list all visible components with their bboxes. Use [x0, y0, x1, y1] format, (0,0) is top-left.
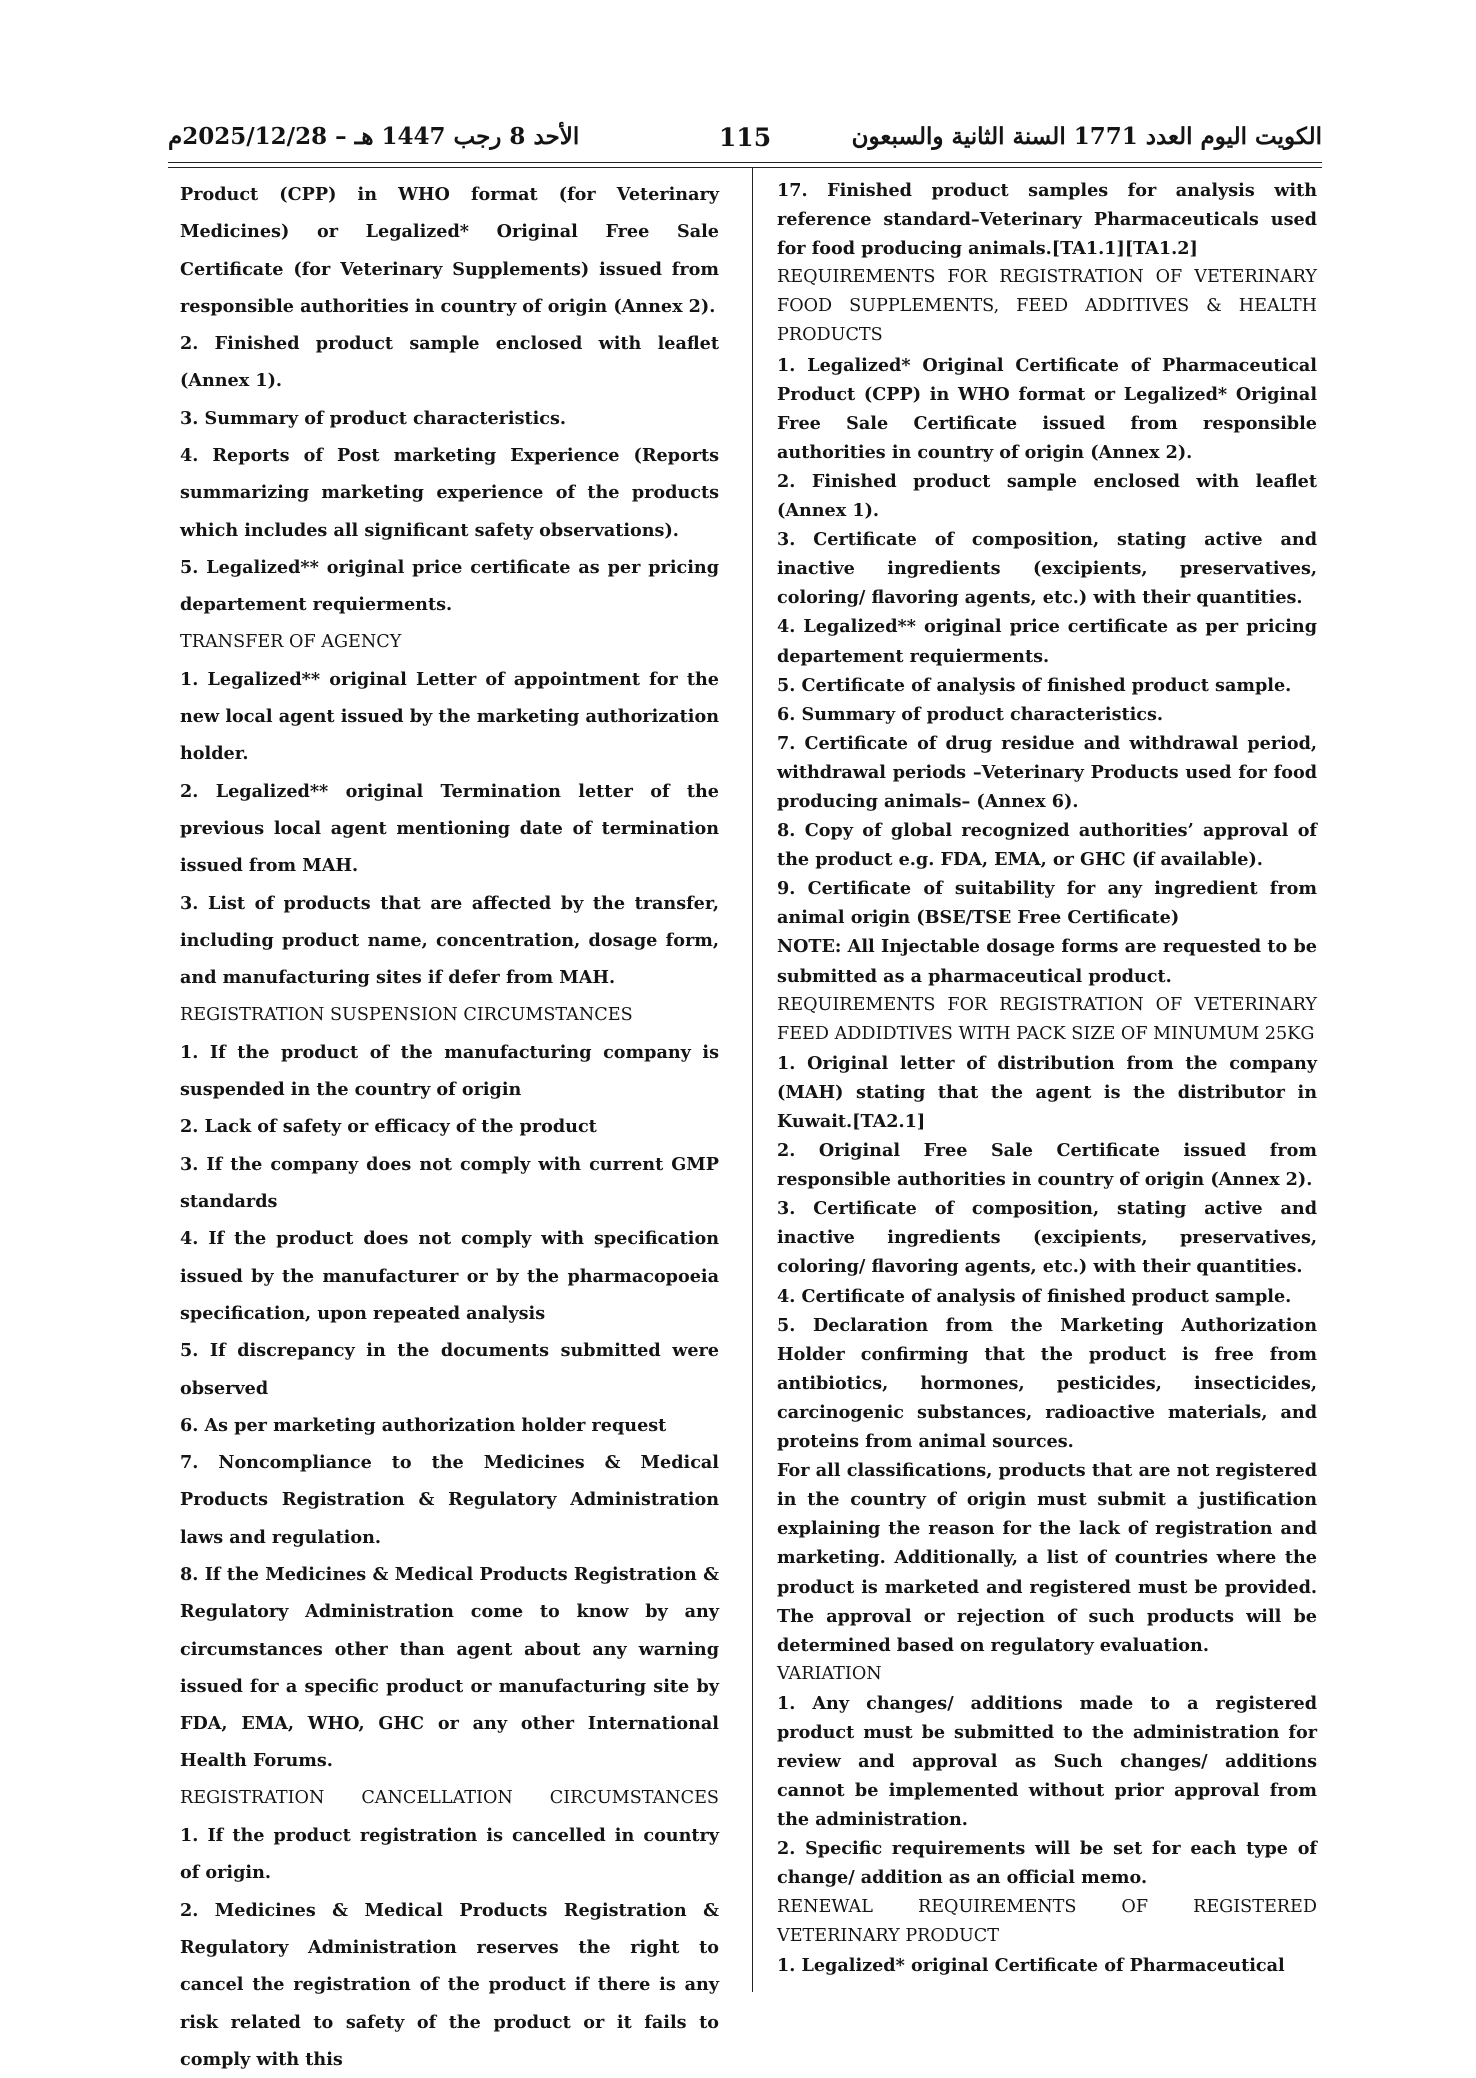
paragraph: 7. Certificate of drug residue and withdrawal period, withdrawal periods –Veterinary Products used for food producing animals– (Annex 6). — [777, 732, 1317, 812]
right-column — [777, 176, 1317, 1980]
section-heading: REQUIREMENTS FOR REGISTRATION OF VETERINARY FOOD SUPPLEMENTS, FEED ADDITIVES & HEALTH PRODUCTS — [777, 267, 1317, 346]
paragraph: 17. Finished product samples for analysis with reference standard–Veterinary Pharmaceuticals used for food producing animals.[TA1.1][TA1.2] — [777, 180, 1317, 260]
header-rule-top — [168, 162, 1322, 163]
paragraph: 4. Reports of Post marketing Experience (Reports summarizing marketing experience of the products which includes all significant safety observations). — [180, 445, 719, 541]
paragraph: 1. Legalized* original Certificate of Pharmaceutical — [777, 1954, 1285, 1976]
left-column — [180, 176, 719, 2078]
paragraph: 2. Original Free Sale Certificate issued from responsible authorities in country of origin (Annex 2). — [777, 1140, 1317, 1191]
page-number: 115 — [718, 123, 772, 152]
paragraph: 3. If the company does not comply with current GMP standards — [180, 1153, 719, 1213]
paragraph: 1. Legalized** original Letter of appointment for the new local agent issued by the marketing authorization holder. — [180, 668, 719, 765]
header-date: الأحد 8 رجب 1447 هـ – 2025/12/28م — [168, 123, 580, 150]
paragraph: 1. Any changes/ additions made to a registered product must be submitted to the administration for review and approval as Such changes/ additions cannot be implemented without prior approval from the administration. — [777, 1692, 1317, 1831]
header-issue: الكويت اليوم العدد 1771 السنة الثانية والسبعون — [851, 123, 1322, 150]
paragraph: 5. Certificate of analysis of finished product sample. — [777, 674, 1292, 696]
section-heading: REGISTRATION SUSPENSION CIRCUMSTANCES — [180, 1004, 633, 1025]
section-heading: VARIATION — [777, 1663, 882, 1684]
section-heading: RENEWAL REQUIREMENTS OF REGISTERED VETERINARY PRODUCT — [777, 1896, 1317, 1946]
section-heading: REGISTRATION CANCELLATION CIRCUMSTANCES — [180, 1787, 719, 1808]
paragraph: 3. List of products that are affected by the transfer, including product name, concentration, dosage form, and manufacturing sites if defer from MAH. — [180, 892, 719, 989]
paragraph: 1. Legalized* Original Certificate of Pharmaceutical Product (CPP) in WHO format or Legalized* Original Free Sale Certificate issued from responsible authorities in country of origin (Annex 2). — [777, 354, 1317, 463]
paragraph: For all classifications, products that are not registered in the country of origin must submit a justification explaining the reason for the lack of registration and marketing. Additionally, a list of countries where the product is marketed and registered must be provided. The approval or rejection of such products will be determined based on regulatory evaluation. — [777, 1460, 1317, 1656]
paragraph: 3. Certificate of composition, stating active and inactive ingredients (excipients, preservatives, coloring/ flavoring agents, etc.) with their quantities. — [777, 1198, 1317, 1278]
paragraph: 2. Specific requirements will be set for each type of change/ addition as an official memo. — [777, 1838, 1317, 1889]
paragraph: 2. Finished product sample enclosed with leaflet (Annex 1). — [180, 333, 719, 392]
paragraph: 1. Original letter of distribution from the company (MAH) stating that the agent is the distributor in Kuwait.[TA2.1] — [777, 1052, 1317, 1132]
page-header — [168, 115, 1322, 165]
paragraph: 9. Certificate of suitability for any ingredient from animal origin (BSE/TSE Free Certificate) — [777, 878, 1317, 929]
paragraph: 8. If the Medicines & Medical Products Registration & Regulatory Administration come to know by any circumstances other than agent about any warning issued for a specific product or manufacturing site by FDA, EMA, WHO, GHC or any other International Health Forums. — [180, 1563, 719, 1772]
column-divider — [752, 167, 753, 1992]
section-heading: TRANSFER OF AGENCY — [180, 631, 402, 652]
paragraph: 1. If the product of the manufacturing company is suspended in the country of origin — [180, 1041, 719, 1101]
paragraph: 7. Noncompliance to the Medicines & Medical Products Registration & Regulatory Administration laws and regulation. — [180, 1452, 719, 1548]
paragraph: 6. As per marketing authorization holder request — [180, 1414, 667, 1436]
paragraph: 2. Medicines & Medical Products Registration & Regulatory Administration reserves the right to cancel the registration of the product if there is any risk related to safety of the product or it fails to comply with this — [180, 1899, 719, 2070]
paragraph: 1. If the product registration is cancelled in country of origin. — [180, 1825, 719, 1884]
paragraph: 4. Certificate of analysis of finished product sample. — [777, 1285, 1292, 1307]
paragraph: 5. Declaration from the Marketing Authorization Holder confirming that the product is free from antibiotics, hormones, pesticides, insecticides, carcinogenic substances, radioactive materials, and proteins from animal sources. — [777, 1314, 1317, 1453]
paragraph: 8. Copy of global recognized authorities’ approval of the product e.g. FDA, EMA, or GHC (if available). — [777, 820, 1317, 871]
paragraph: 3. Certificate of composition, stating active and inactive ingredients (excipients, preservatives, coloring/ flavoring agents, etc.) with their quantities. — [777, 529, 1317, 609]
paragraph: 5. If discrepancy in the documents submitted were observed — [180, 1340, 719, 1399]
paragraph: 6. Summary of product characteristics. — [777, 703, 1164, 725]
paragraph: 5. Legalized** original price certificate as per pricing departement requierments. — [180, 556, 719, 616]
paragraph: 4. Legalized** original price certificate as per pricing departement requierments. — [777, 616, 1317, 667]
paragraph: 2. Legalized** original Termination letter of the previous local agent mentioning date of termination issued from MAH. — [180, 780, 719, 877]
paragraph: 3. Summary of product characteristics. — [180, 407, 567, 429]
note-paragraph: NOTE: All Injectable dosage forms are requested to be submitted as a pharmaceutical product. — [777, 936, 1317, 987]
paragraph: 2. Lack of safety or efficacy of the product — [180, 1116, 597, 1138]
section-heading: REQUIREMENTS FOR REGISTRATION OF VETERINARY FEED ADDIDTIVES WITH PACK SIZE OF MINUMUM 25KG — [777, 994, 1317, 1044]
paragraph: 4. If the product does not comply with specification issued by the manufacturer or by the pharmacopoeia specification, upon repeated analysis — [180, 1228, 719, 1324]
paragraph: 2. Finished product sample enclosed with leaflet (Annex 1). — [777, 470, 1317, 522]
header-rule-bottom — [168, 167, 1322, 168]
paragraph: Product (CPP) in WHO format (for Veterinary Medicines) or Legalized* Original Free Sale Certificate (for Veterinary Supplements) issued from responsible authorities in country of origin (Annex 2). — [180, 184, 719, 317]
